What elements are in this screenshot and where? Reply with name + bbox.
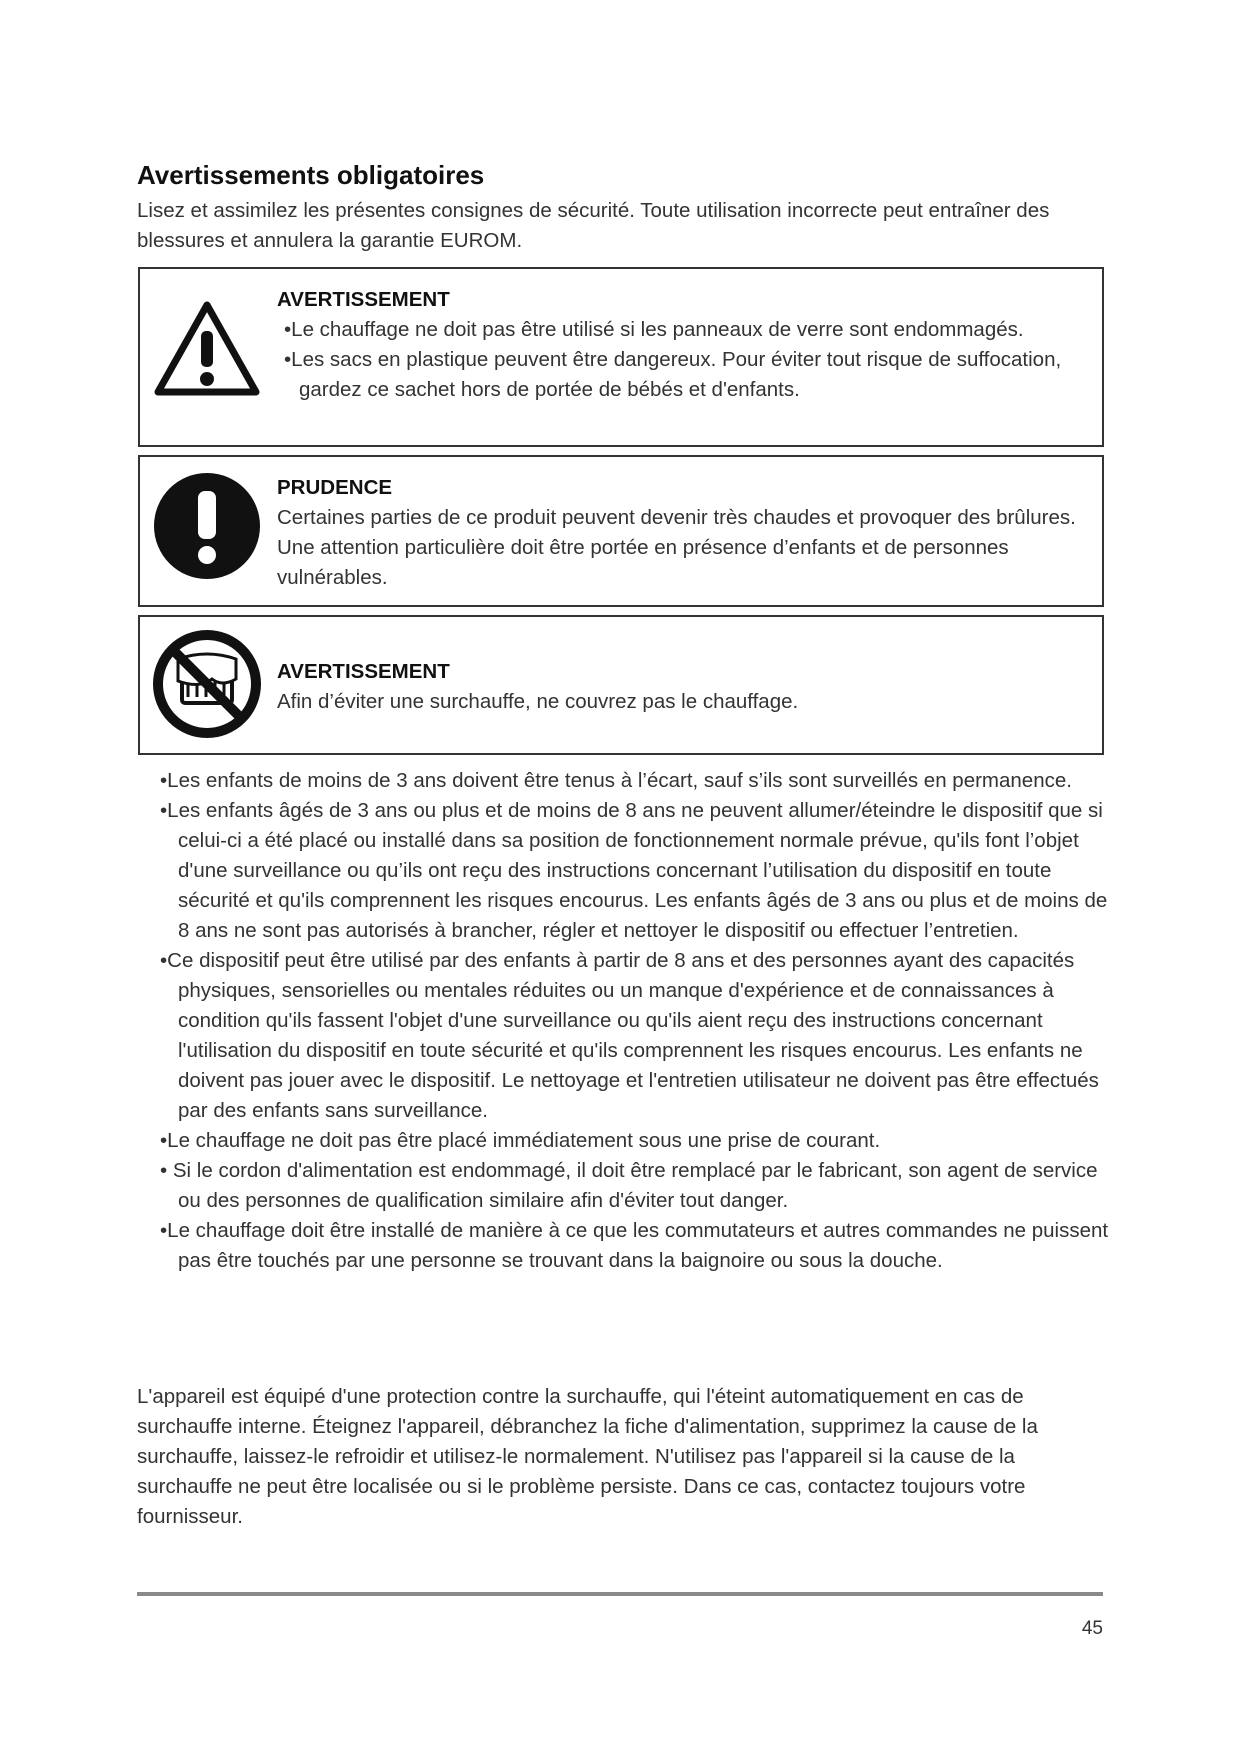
exclamation-circle-icon (152, 471, 262, 586)
box-heading: PRUDENCE (277, 476, 393, 499)
safety-bullet-list (160, 766, 1110, 1276)
footer-divider (137, 1592, 1103, 1596)
list-item: • Si le cordon d'alimentation est endommagé, il doit être remplacé par le fabricant, son agent de service ou des personnes de qualification similaire afin d'éviter tout danger. (160, 1159, 1098, 1212)
warning-box-do-not-cover (138, 615, 1104, 755)
box-heading: AVERTISSEMENT (277, 288, 450, 311)
box-heading: AVERTISSEMENT (277, 660, 450, 683)
box-bullet: •Les sacs en plastique peuvent être dangereux. Pour éviter tout risque de suffocation, gardez ce sachet hors de portée de bébés et d'enfants. (284, 348, 1062, 401)
page-number: 45 (1081, 1618, 1103, 1639)
intro-paragraph: Lisez et assimilez les présentes consignes de sécurité. Toute utilisation incorrecte peut entraîner des blessures et annulera la garantie EUROM. (137, 199, 1050, 252)
list-item: •Le chauffage doit être installé de manière à ce que les commutateurs et autres commandes ne puissent pas être touchés par une personne se trouvant dans la baignoire ou sous la douche. (160, 1219, 1109, 1272)
list-item: •Ce dispositif peut être utilisé par des enfants à partir de 8 ans et des personnes ayant des capacités physiques, sensorielles ou mentales réduites ou un manque d'expérience et de connaissances à condition qu'ils fassent l'objet d'une surveillance ou qu'ils aient reçu des instructions concernant l'utilisation du dispositif en toute sécurité et qu'ils comprennent les risques encourus. Les enfants ne doivent pas jouer avec le dispositif. Le nettoyage et l'entretien utilisateur ne doivent pas être effectués par des enfants sans surveillance. (160, 949, 1099, 1122)
list-item: •Les enfants âgés de 3 ans ou plus et de moins de 8 ans ne peuvent allumer/éteindre le dispositif que si celui-ci a été placé ou installé dans sa position de fonctionnement normale prévue, qu'ils font l’objet d'une surveillance ou qu’ils ont reçu des instructions concernant l’utilisation du dispositif en toute sécurité et qu'ils comprennent les risques encourus. Les enfants âgés de 3 ans ou plus et de moins de 8 ans ne sont pas autorisés à brancher, régler et nettoyer le dispositif ou effectuer l’entretien. (160, 799, 1108, 942)
box-text: Afin d’éviter une surchauffe, ne couvrez pas le chauffage. (277, 690, 799, 713)
warning-box-plastic (138, 267, 1104, 447)
caution-box-hot-surfaces (138, 455, 1104, 607)
do-not-cover-icon (152, 629, 262, 744)
list-item: •Les enfants de moins de 3 ans doivent être tenus à l’écart, sauf s’ils sont surveillés en permanence. (160, 769, 1072, 792)
page-title: Avertissements obligatoires (137, 160, 485, 190)
box-text: Certaines parties de ce produit peuvent devenir très chaudes et provoquer des brûlures. Une attention particulière doit être portée en présence d’enfants et de personnes vulnérables. (277, 506, 1076, 589)
warning-triangle-icon (152, 299, 262, 404)
list-item: •Le chauffage ne doit pas être placé immédiatement sous une prise de courant. (160, 1129, 881, 1152)
box-bullet: •Le chauffage ne doit pas être utilisé si les panneaux de verre sont endommagés. (284, 318, 1024, 341)
overheat-paragraph: L'appareil est équipé d'une protection contre la surchauffe, qui l'éteint automatiquement en cas de surchauffe interne. Éteignez l'appareil, débranchez la fiche d'alimentation, supprimez la cause de la surchauffe, laissez-le refroidir et utilisez-le normalement. N'utilisez pas l'appareil si la cause de la surchauffe ne peut être localisée ou si le problème persiste. Dans ce cas, contactez toujours votre fournisseur. (137, 1385, 1038, 1528)
